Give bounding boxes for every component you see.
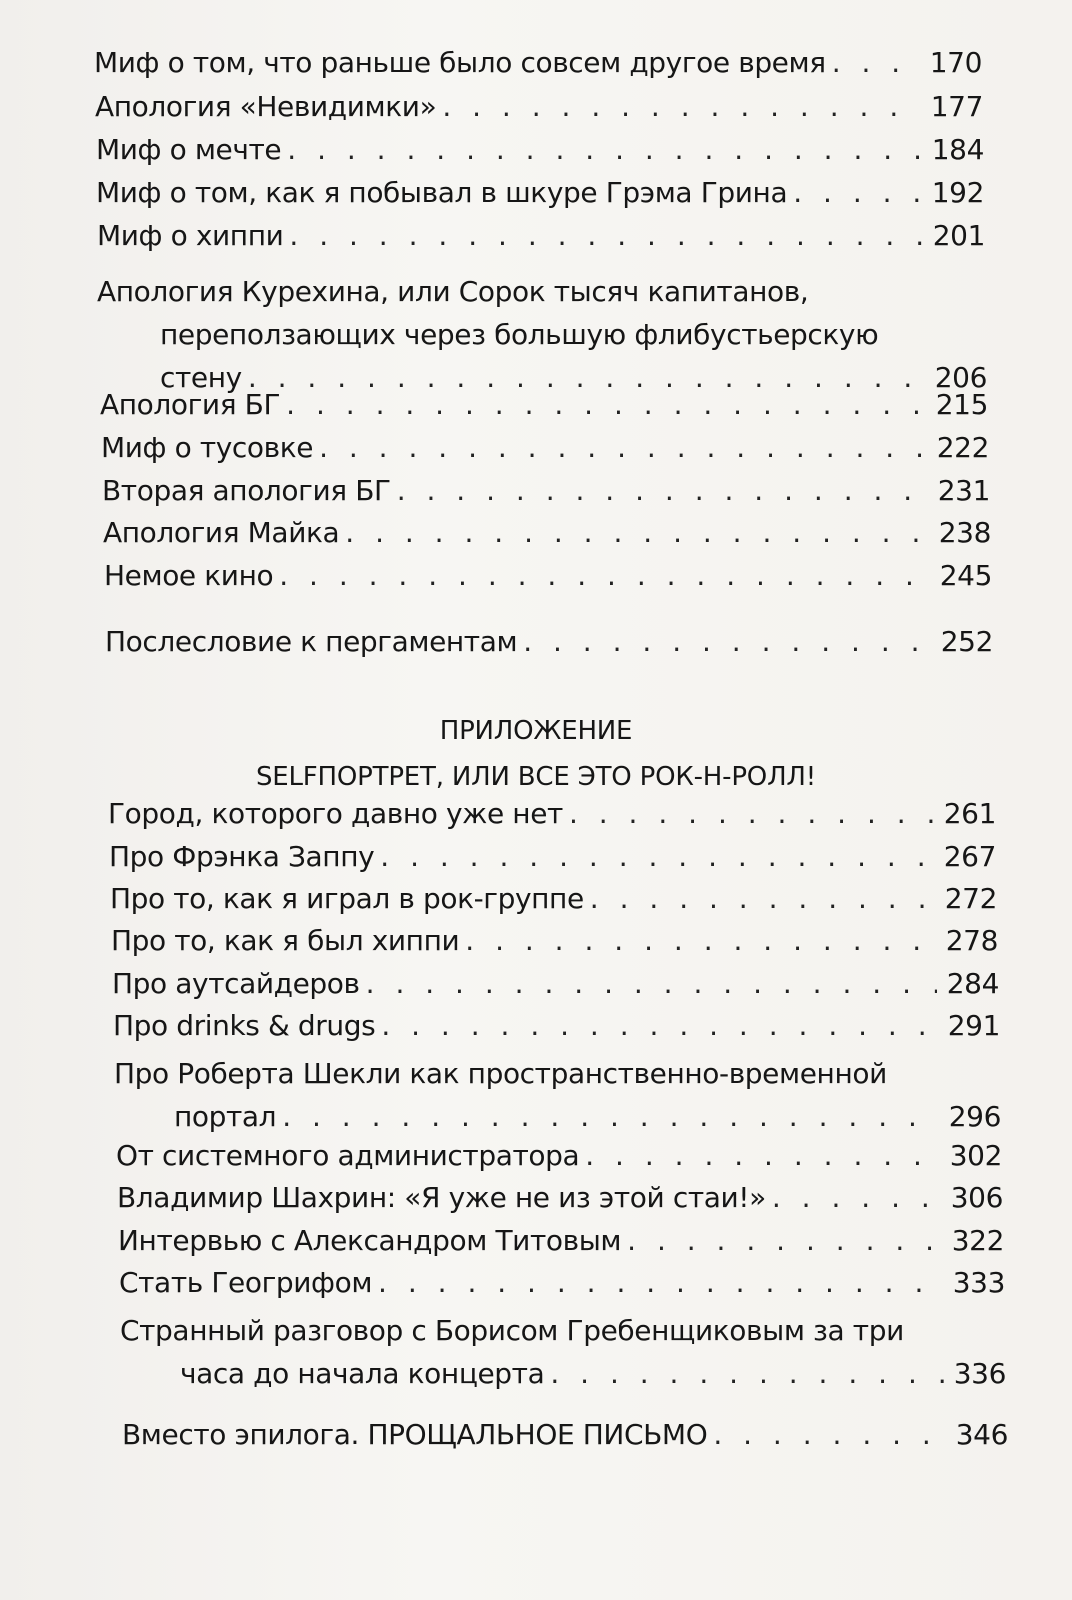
- toc-entry-title: Про drinks & drugs: [113, 1009, 376, 1042]
- toc-page-number: 177: [930, 90, 983, 123]
- toc-entry-title: Послесловие к пергаментам: [105, 625, 518, 658]
- toc-page-number: 333: [952, 1266, 1005, 1299]
- toc-entry-title: Город, которого давно уже нет: [108, 797, 563, 830]
- toc-entry: [117, 1181, 1003, 1215]
- toc-page-number: 261: [943, 797, 996, 830]
- toc-entry: [114, 1052, 1001, 1138]
- dot-leader: [282, 1095, 939, 1138]
- section-heading: ПРИЛОЖЕНИЕ: [439, 716, 633, 746]
- toc-page-number: 291: [947, 1009, 1000, 1042]
- toc-entry: [97, 270, 987, 399]
- toc-entry-title: Про Роберта Шекли как пространственно-временной: [114, 1057, 887, 1090]
- toc-entry-title: От системного администратора: [116, 1139, 580, 1172]
- toc-page-number: 245: [939, 559, 992, 592]
- dot-leader: [772, 1181, 941, 1215]
- toc-entry: [101, 431, 989, 465]
- dot-leader: [713, 1418, 945, 1452]
- toc-entry: [118, 1224, 1004, 1258]
- toc-entry-title: Апология Курехина, или Сорок тысяч капитанов,: [97, 275, 809, 308]
- toc-page-number: 170: [929, 46, 982, 79]
- dot-leader: [550, 1352, 943, 1395]
- toc-entry: [105, 625, 993, 659]
- toc-entry-title: Про аутсайдеров: [112, 967, 360, 1000]
- toc-page-number: 267: [943, 840, 996, 873]
- toc-entry-title: часа до начала концерта: [180, 1357, 545, 1390]
- toc-entry: [109, 840, 996, 874]
- toc-entry-title: Немое кино: [104, 559, 274, 592]
- toc-page-number: 336: [953, 1357, 1006, 1390]
- dot-leader: [289, 219, 922, 253]
- toc-page-number: 306: [950, 1181, 1003, 1214]
- dot-leader: [286, 388, 926, 422]
- toc-entry: [102, 474, 990, 508]
- toc-page-number: 346: [955, 1418, 1008, 1451]
- toc-entry: [120, 1309, 1006, 1395]
- dot-leader: [442, 90, 920, 124]
- toc-entry: [108, 797, 996, 831]
- toc-page-number: 252: [940, 625, 993, 658]
- toc-entry: [110, 882, 997, 916]
- toc-page-number: 296: [948, 1100, 1001, 1133]
- toc-entry-title: Про то, как я был хиппи: [111, 924, 460, 957]
- toc-entry-title: Апология БГ: [100, 388, 281, 421]
- toc-page-number: 206: [934, 361, 987, 394]
- toc-entry-title: портал: [174, 1100, 277, 1133]
- dot-leader: [465, 924, 935, 958]
- dot-leader: [366, 967, 937, 1001]
- toc-page-number: 272: [944, 882, 997, 915]
- toc-entry-title: Миф о том, как я побывал в шкуре Грэма Грина: [96, 176, 788, 209]
- dot-leader: [569, 797, 934, 831]
- toc-entry-title: Странный разговор с Борисом Гребенщиковым за три: [120, 1314, 904, 1347]
- toc-entry-title: Апология «Невидимки»: [95, 90, 437, 123]
- toc-entry: [103, 516, 991, 550]
- toc-entry-title: Миф о тусовке: [101, 431, 314, 464]
- toc-entry: [104, 559, 992, 593]
- toc-entry-title: Владимир Шахрин: «Я уже не из этой стаи!»: [117, 1181, 766, 1214]
- toc-entry-title: Интервью с Александром Титовым: [118, 1224, 622, 1257]
- toc-page-number: 278: [945, 924, 998, 957]
- toc-entry: [100, 388, 988, 422]
- toc-entry-title: Про Фрэнка Заппу: [109, 840, 375, 873]
- toc-entry: [113, 1009, 1000, 1043]
- toc-entry: [116, 1139, 1002, 1173]
- toc-entry-title: Вторая апология БГ: [102, 474, 391, 507]
- toc-page-number: 215: [935, 388, 988, 421]
- toc-entry: [95, 90, 983, 124]
- toc-page-number: 231: [937, 474, 990, 507]
- toc-page-number: 184: [931, 133, 984, 166]
- toc-entry: [96, 176, 984, 210]
- toc-page-number: 302: [949, 1139, 1002, 1172]
- dot-leader: [279, 559, 930, 593]
- dot-leader: [590, 882, 935, 916]
- toc-entry-title: стену: [160, 361, 242, 394]
- dot-leader: [832, 46, 920, 80]
- dot-leader: [345, 516, 928, 550]
- toc-entry-title: Миф о том, что раньше было совсем другое время: [94, 46, 826, 79]
- toc-entry-title: Апология Майка: [103, 516, 340, 549]
- toc-page-number: 238: [938, 516, 991, 549]
- dot-leader: [585, 1139, 940, 1173]
- dot-leader: [627, 1224, 942, 1258]
- toc-entry-title: Стать Геогрифом: [119, 1266, 373, 1299]
- toc-entry-title: Вместо эпилога. ПРОЩАЛЬНОЕ ПИСЬМО: [122, 1418, 708, 1451]
- dot-leader: [319, 431, 927, 465]
- toc-entry: [122, 1418, 1008, 1452]
- dot-leader: [381, 1009, 937, 1043]
- toc-entry-title: Миф о хиппи: [97, 219, 284, 252]
- dot-leader: [397, 474, 928, 508]
- toc-page-number: 201: [932, 219, 985, 252]
- toc-entry: [94, 46, 982, 80]
- dot-leader: [523, 625, 931, 659]
- toc-page-number: 192: [931, 176, 984, 209]
- dot-leader: [287, 133, 921, 167]
- toc-page-number: 222: [936, 431, 989, 464]
- section-subtitle: SELFПОРТРЕТ, ИЛИ ВСЕ ЭТО РОК-Н-РОЛЛ!: [255, 762, 816, 792]
- toc-entry-title: Миф о мечте: [96, 133, 282, 166]
- toc-page-number: 284: [946, 967, 999, 1000]
- toc-entry-title: переползающих через большую флибустьерскую: [160, 318, 879, 351]
- toc-entry-title: Про то, как я играл в рок-группе: [110, 882, 584, 915]
- dot-leader: [380, 840, 933, 874]
- dot-leader: [378, 1266, 943, 1300]
- toc-entry: [96, 133, 984, 167]
- toc-entry: [111, 924, 998, 958]
- toc-page-number: 322: [951, 1224, 1004, 1257]
- dot-leader: [793, 176, 922, 210]
- toc-entry: [97, 219, 985, 253]
- toc-entry: [119, 1266, 1005, 1300]
- toc-entry: [112, 967, 999, 1001]
